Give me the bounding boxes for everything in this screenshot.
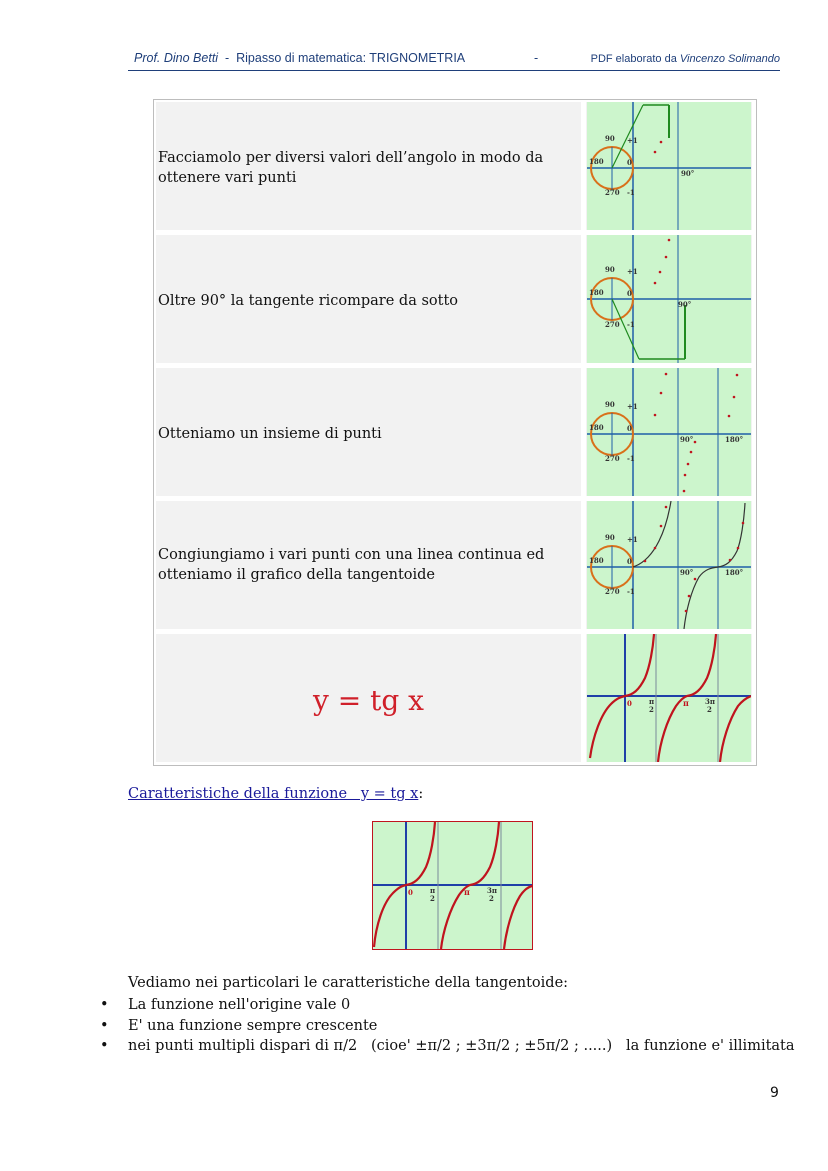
curve-point [665, 506, 668, 509]
label-pi-half-den: 2 [649, 705, 654, 714]
table-text-cell [156, 235, 581, 363]
header-credit-prefix: PDF elaborato da [590, 53, 680, 65]
label-pi-half-num: π [430, 886, 436, 895]
curve-point [660, 392, 663, 395]
tangent-construction-diagram-2 [587, 235, 751, 363]
label-zero: 0 [627, 158, 632, 167]
label-pi: π [683, 698, 689, 708]
label-pi-half-den: 2 [430, 894, 435, 903]
label-plus-one: +1 [627, 136, 638, 145]
caption-colon: : [418, 786, 424, 802]
curve-point [654, 414, 657, 417]
table-row [154, 632, 756, 764]
table-row [154, 100, 756, 232]
label-90-axis: 90° [680, 568, 694, 577]
label-90: 90 [605, 134, 615, 143]
label-minus-one: -1 [627, 587, 635, 596]
label-270: 270 [605, 587, 620, 596]
curve-point [688, 595, 691, 598]
header-credit-name: Vincenzo Solimando [679, 53, 780, 65]
table-image-cell [586, 102, 752, 230]
label-plus-one: +1 [627, 267, 638, 276]
section-caption [128, 786, 423, 802]
table-image-cell [586, 501, 752, 629]
label-270: 270 [605, 454, 620, 463]
label-zero: 0 [627, 557, 632, 566]
label-180: 180 [589, 556, 604, 565]
label-three-pi-half-den: 2 [707, 705, 712, 714]
curve-point [687, 463, 690, 466]
curve-point [729, 559, 732, 562]
table-row [154, 233, 756, 365]
label-90: 90 [605, 400, 615, 409]
header-dash: - [534, 51, 539, 65]
row-text-line: Facciamolo per diversi valori dell’angolo in modo da [158, 150, 544, 166]
label-90: 90 [605, 265, 615, 274]
formula-tangent: y = tg x [313, 684, 424, 717]
label-180: 180 [589, 157, 604, 166]
tangent-connected-diagram [587, 501, 751, 629]
curve-point [659, 271, 662, 274]
tangent-graph-small [587, 634, 751, 762]
label-90-axis: 90° [680, 435, 694, 444]
table-row [154, 499, 756, 631]
tangent-construction-diagram-1 [587, 102, 751, 230]
curve-point [644, 560, 647, 563]
label-minus-one: -1 [627, 188, 635, 197]
curve-point [690, 451, 693, 454]
list-item-text: La funzione nell'origine vale 0 [128, 997, 351, 1013]
list-item [100, 995, 795, 1016]
intro-paragraph: Vediamo nei particolari le caratteristiche della tangentoide: [128, 975, 569, 991]
table-image-cell [586, 368, 752, 496]
header-title: - Ripasso di matematica: TRIGNOMETRIA [218, 51, 466, 65]
label-90-axis: 90° [681, 169, 695, 178]
graph-background [587, 634, 751, 762]
list-item [100, 1036, 795, 1057]
table-image-cell [586, 634, 752, 762]
curve-point [654, 151, 657, 154]
page-number: 9 [770, 1085, 779, 1101]
table-image-cell [586, 235, 752, 363]
table-text-cell [156, 102, 581, 230]
label-three-pi-half-den: 2 [489, 894, 494, 903]
row-text-line: otteniamo il grafico della tangentoide [158, 567, 436, 583]
label-180: 180 [589, 288, 604, 297]
curve-point [683, 490, 686, 493]
label-zero: 0 [627, 424, 632, 433]
label-pi-half-num: π [649, 697, 655, 706]
label-minus-one: -1 [627, 454, 635, 463]
curve-point [654, 282, 657, 285]
row-text-line: Oltre 90° la tangente ricompare da sotto [158, 293, 459, 309]
tangent-points-diagram [587, 368, 751, 496]
curve-point [654, 547, 657, 550]
header-author: Prof. Dino Betti [134, 51, 219, 65]
label-90: 90 [605, 533, 615, 542]
curve-point [694, 441, 697, 444]
header-left [134, 51, 465, 65]
label-three-pi-half-num: 3π [705, 697, 715, 706]
table-text-cell [156, 501, 581, 629]
label-minus-one: -1 [627, 320, 635, 329]
table-text-cell [156, 634, 581, 762]
table-row [154, 366, 756, 498]
label-180-axis: 180° [725, 568, 744, 577]
curve-point [665, 256, 668, 259]
curve-point [742, 522, 745, 525]
curve-point [684, 474, 687, 477]
label-270: 270 [605, 320, 620, 329]
page-header [128, 50, 780, 71]
curve-point [660, 525, 663, 528]
label-zero: 0 [408, 888, 413, 897]
curve-point [736, 374, 739, 377]
bullet-icon: • [100, 997, 109, 1013]
curve-point [668, 239, 671, 242]
bullet-icon: • [100, 1017, 109, 1034]
row-text-line: Congiungiamo i vari punti con una linea continua ed [158, 547, 545, 563]
tangent-graph-large [372, 821, 533, 950]
table-text-cell [156, 368, 581, 496]
label-270: 270 [605, 188, 620, 197]
row-text-line: ottenere vari punti [158, 170, 297, 186]
list-item-text: nei punti multipli dispari di π/2 (cioe' ±π/2 ; ±3π/2 ; ±5π/2 ; .....) la funzione e' illimitata [128, 1038, 795, 1054]
label-zero: 0 [627, 699, 632, 708]
explanation-table [153, 99, 757, 766]
curve-point [737, 547, 740, 550]
list-item-text: E' una funzione sempre crescente [128, 1017, 378, 1034]
list-item [100, 1016, 795, 1037]
label-pi: π [464, 887, 470, 897]
label-plus-one: +1 [627, 402, 638, 411]
bullet-icon: • [100, 1038, 109, 1054]
label-180-axis: 180° [725, 435, 744, 444]
curve-point [660, 141, 663, 144]
header-credit [591, 53, 780, 65]
curve-point [728, 415, 731, 418]
characteristics-list [100, 995, 795, 1057]
label-180: 180 [589, 423, 604, 432]
curve-point [694, 578, 697, 581]
row-text-line: Otteniamo un insieme di punti [158, 426, 382, 442]
curve-point [665, 373, 668, 376]
label-plus-one: +1 [627, 535, 638, 544]
label-90-axis: 90° [678, 300, 692, 309]
label-three-pi-half-num: 3π [487, 886, 497, 895]
caption-text: Caratteristiche della funzione y = tg x [128, 786, 419, 802]
label-zero: 0 [627, 289, 632, 298]
curve-point [733, 396, 736, 399]
curve-point [685, 610, 688, 613]
